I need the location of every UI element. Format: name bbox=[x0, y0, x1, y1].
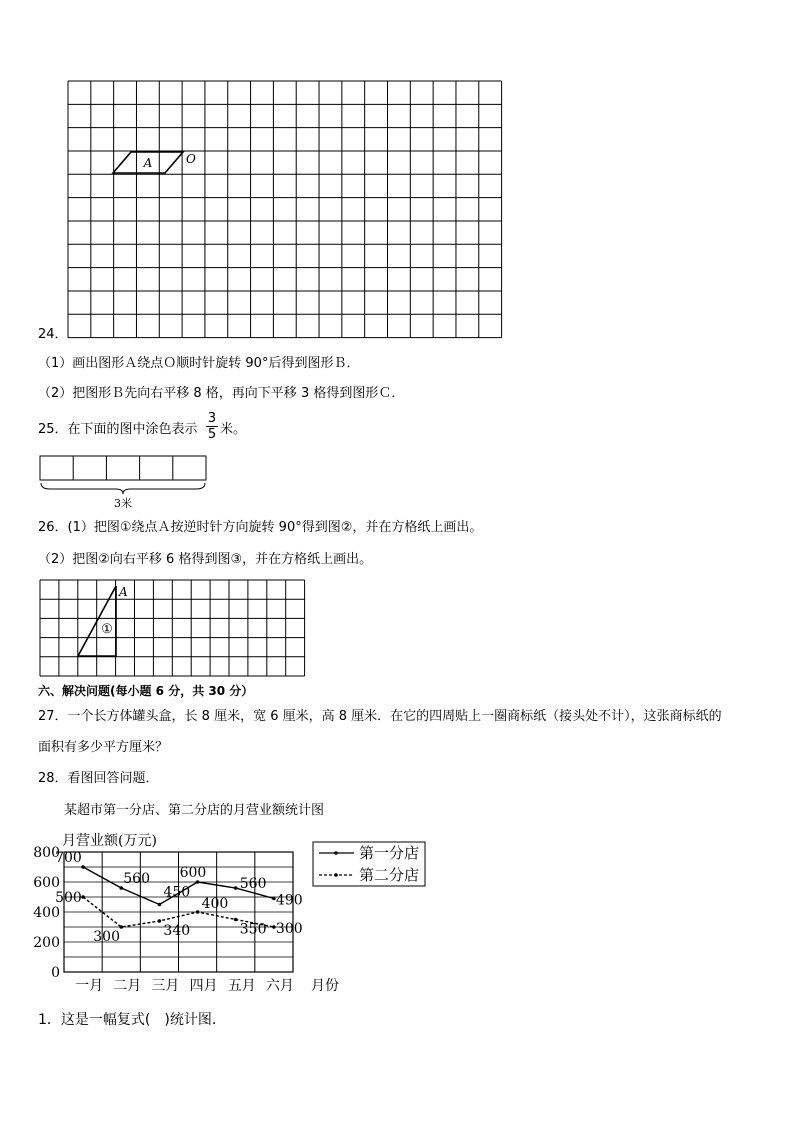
legend-series-1: 第一分店 bbox=[359, 844, 420, 862]
q27-line1: 27．一个长方体罐头盒，长 8 厘米，宽 6 厘米，高 8 厘米．在它的四周贴上一圈商标纸（接头处不计），这张商标纸的 bbox=[38, 709, 722, 724]
q27-line2: 面积有多少平方厘米？ bbox=[38, 740, 169, 755]
point-a-label: A bbox=[119, 585, 128, 599]
data-label: 300 bbox=[93, 929, 120, 945]
y-tick-label: 400 bbox=[33, 905, 60, 921]
q25-suffix: 米。 bbox=[220, 422, 247, 437]
line-chart bbox=[0, 825, 794, 1000]
y-tick-label: 0 bbox=[51, 965, 60, 981]
q26-line2: （2）把图②向右平移 6 格得到图③，并在方格纸上画出。 bbox=[38, 552, 373, 567]
q26-line1: 26．(1）把图①绕点Ａ按逆时针方向旋转 90°得到图②，并在方格纸上画出。 bbox=[38, 520, 483, 535]
series-1-point bbox=[234, 886, 238, 890]
series-2-point bbox=[196, 910, 200, 914]
data-label: 450 bbox=[163, 884, 191, 901]
q25-text bbox=[38, 422, 198, 438]
q26-grid bbox=[0, 570, 794, 680]
x-tick-label: 一月 bbox=[75, 978, 104, 994]
brace-label: 3米 bbox=[114, 497, 132, 510]
q28-intro: 28．看图回答问题． bbox=[38, 771, 159, 786]
data-label: 400 bbox=[201, 896, 229, 912]
series-2-point bbox=[119, 925, 123, 929]
data-label: 490 bbox=[275, 892, 303, 909]
figure-1-label: ① bbox=[101, 622, 113, 637]
q25-strip bbox=[38, 454, 213, 514]
q28-question1: 1．这是一幅复式( )统计图． bbox=[38, 1012, 226, 1028]
data-label: 560 bbox=[239, 876, 267, 892]
data-label: 600 bbox=[179, 865, 207, 881]
chart-gridlines bbox=[64, 852, 293, 972]
x-tick-label: 六月 bbox=[265, 978, 294, 994]
data-label: 700 bbox=[55, 850, 82, 866]
y-tick-label: 600 bbox=[33, 875, 60, 891]
fraction-numerator: 3 bbox=[207, 411, 217, 426]
x-tick-label: 三月 bbox=[151, 978, 180, 994]
q25-prefix: 25．在下面的图中涂色表示 bbox=[38, 422, 198, 437]
x-tick-label: 四月 bbox=[189, 978, 218, 994]
legend bbox=[313, 842, 425, 886]
q24-grid-lines bbox=[68, 81, 502, 338]
q24-grid bbox=[0, 0, 794, 345]
q24-sub1: （1）画出图形Ａ绕点Ｏ顺时针旋转 90°后得到图形Ｂ． bbox=[38, 356, 360, 371]
q25-fraction bbox=[206, 411, 218, 442]
x-tick-label: 二月 bbox=[113, 978, 142, 994]
q26-grid-lines bbox=[40, 580, 305, 676]
data-label: 300 bbox=[275, 921, 303, 937]
point-o-label: O bbox=[186, 152, 196, 166]
y-tick-label: 200 bbox=[33, 935, 60, 951]
series-1-point bbox=[158, 903, 162, 907]
q24-number: 24． bbox=[38, 327, 68, 342]
y-axis-label: 月营业额(万元) bbox=[62, 833, 157, 849]
data-label: 350 bbox=[239, 921, 267, 938]
y-tick-label: 800 bbox=[33, 845, 60, 861]
section-6-title: 六、解决问题(每小题 6 分，共 30 分） bbox=[38, 684, 254, 698]
brace bbox=[41, 483, 205, 494]
fraction-denominator: 5 bbox=[207, 427, 217, 442]
data-label: 560 bbox=[123, 871, 150, 887]
q24-sub2: （2）把图形Ｂ先向右平移 8 格，再向下平移 3 格得到图形Ｃ． bbox=[38, 386, 405, 401]
series-2-point bbox=[158, 919, 162, 923]
x-tick-label: 五月 bbox=[227, 978, 256, 994]
chart-title: 某超市第一分店、第二分店的月营业额统计图 bbox=[64, 803, 325, 818]
legend-series-2: 第二分店 bbox=[359, 866, 420, 884]
series-2-point bbox=[234, 918, 238, 922]
data-label: 340 bbox=[163, 923, 191, 939]
data-label: 500 bbox=[55, 890, 82, 906]
x-axis-label: 月份 bbox=[311, 978, 339, 994]
shape-a-label: A bbox=[143, 156, 153, 170]
